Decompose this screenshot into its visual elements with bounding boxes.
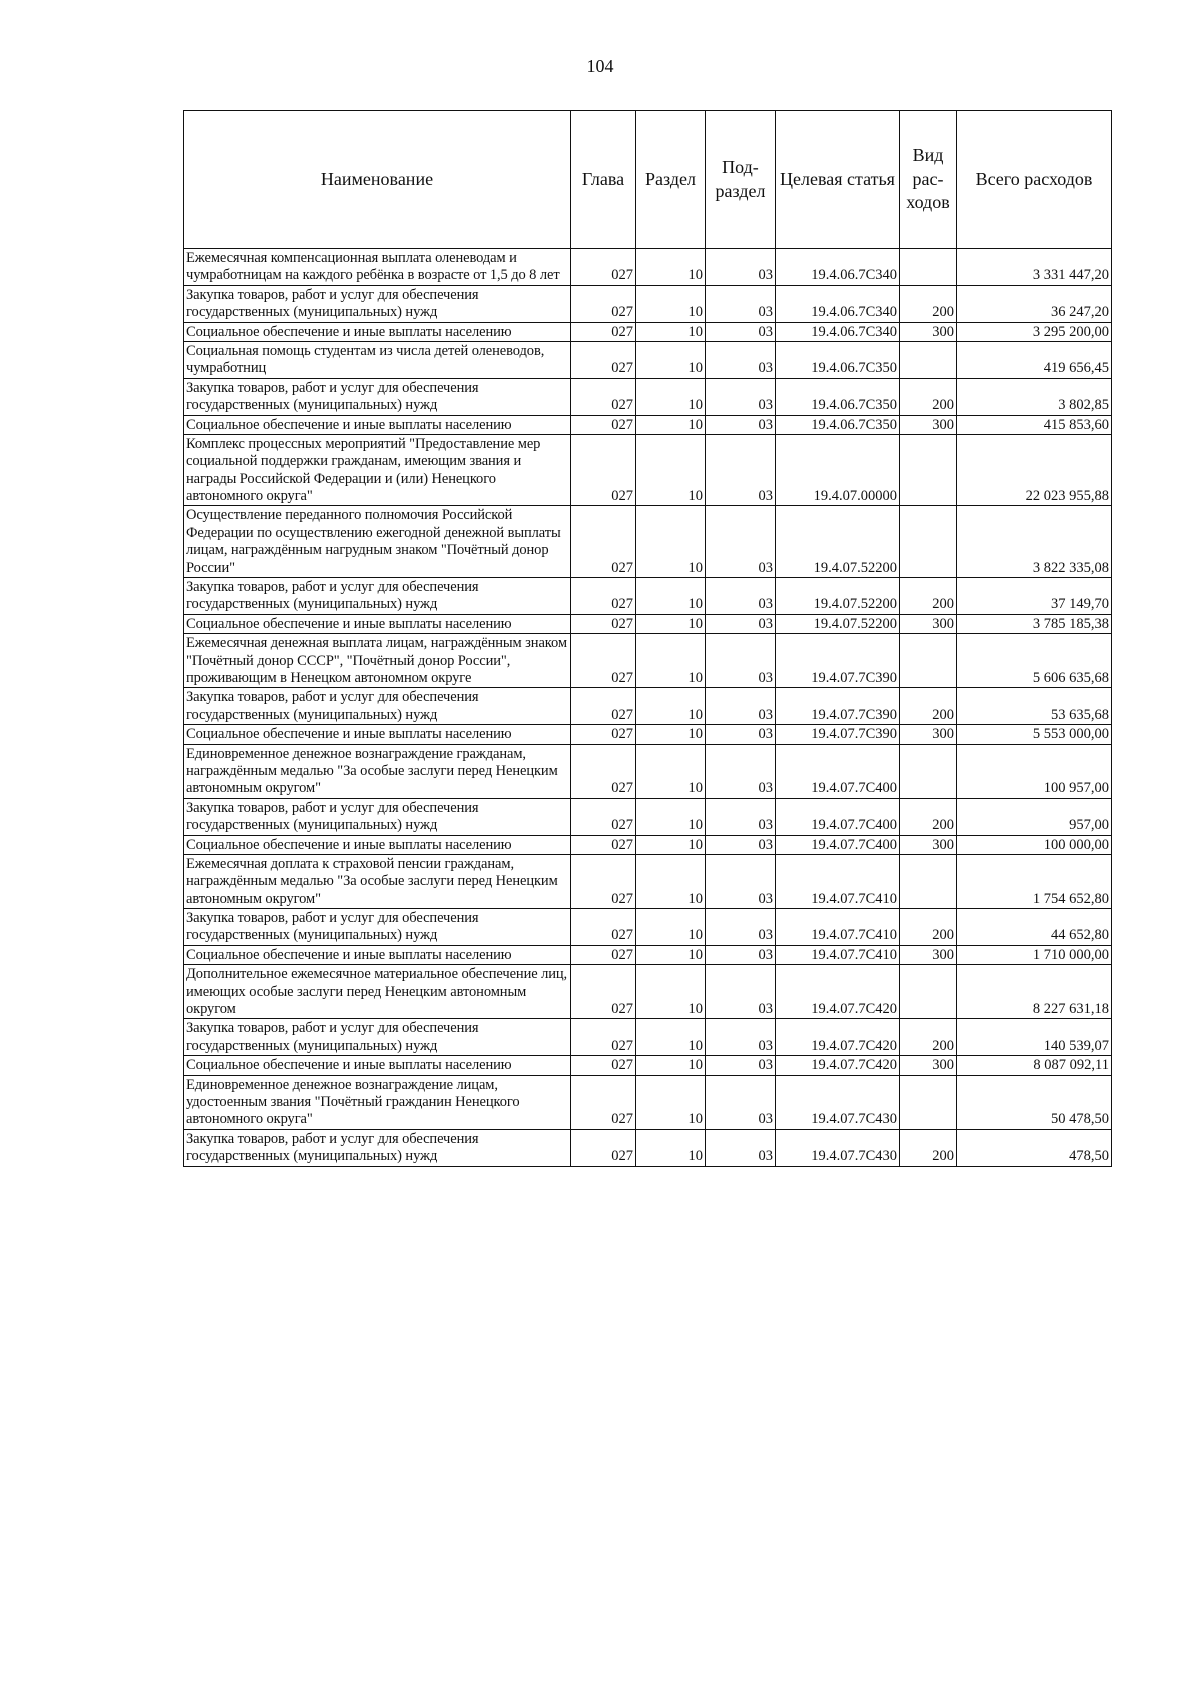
- row-vid-cell: 300: [900, 322, 957, 341]
- row-glava-cell: 027: [571, 725, 636, 744]
- row-glava-cell: 027: [571, 854, 636, 908]
- row-razdel-cell: 10: [636, 854, 706, 908]
- row-name-cell: Ежемесячная компенсационная выплата оленеводам и чумработницам на каждого ребёнка в возрасте от 1,5 до 8 лет: [184, 249, 571, 286]
- row-glava-cell: 027: [571, 415, 636, 434]
- row-name-cell: Закупка товаров, работ и услуг для обеспечения государственных (муниципальных) нужд: [184, 798, 571, 835]
- row-podrazdel-cell: 03: [706, 725, 776, 744]
- row-vid-cell: 300: [900, 415, 957, 434]
- table-row: [184, 322, 1112, 341]
- table-row: [184, 744, 1112, 798]
- row-podrazdel-cell: 03: [706, 945, 776, 964]
- table-row: [184, 634, 1112, 688]
- table-row: [184, 1019, 1112, 1056]
- row-vid-cell: 300: [900, 945, 957, 964]
- row-razdel-cell: 10: [636, 1019, 706, 1056]
- row-podrazdel-cell: 03: [706, 909, 776, 946]
- table-row: [184, 1056, 1112, 1075]
- row-statya-cell: 19.4.07.7С390: [776, 688, 900, 725]
- header-total: Всего расходов: [957, 111, 1112, 249]
- table-header: [184, 111, 1112, 249]
- row-statya-cell: 19.4.07.7С390: [776, 725, 900, 744]
- row-glava-cell: 027: [571, 341, 636, 378]
- row-total-cell: 415 853,60: [957, 415, 1112, 434]
- row-total-cell: 5 553 000,00: [957, 725, 1112, 744]
- row-name-cell: Социальное обеспечение и иные выплаты населению: [184, 725, 571, 744]
- row-razdel-cell: 10: [636, 965, 706, 1019]
- header-razdel: Раздел: [636, 111, 706, 249]
- row-statya-cell: 19.4.07.7С430: [776, 1129, 900, 1166]
- row-vid-cell: [900, 634, 957, 688]
- row-razdel-cell: 10: [636, 415, 706, 434]
- row-podrazdel-cell: 03: [706, 434, 776, 506]
- row-razdel-cell: 10: [636, 1056, 706, 1075]
- row-razdel-cell: 10: [636, 725, 706, 744]
- row-razdel-cell: 10: [636, 835, 706, 854]
- row-podrazdel-cell: 03: [706, 965, 776, 1019]
- table-row: [184, 378, 1112, 415]
- row-vid-cell: 200: [900, 1019, 957, 1056]
- row-glava-cell: 027: [571, 835, 636, 854]
- row-glava-cell: 027: [571, 378, 636, 415]
- row-name-cell: Социальное обеспечение и иные выплаты населению: [184, 1056, 571, 1075]
- row-vid-cell: 300: [900, 725, 957, 744]
- row-name-cell: Комплекс процессных мероприятий "Предоставление мер социальной поддержки гражданам, имеющим звания и награды Российской Федерации и (или) Ненецкого автономного округа": [184, 434, 571, 506]
- row-total-cell: 1 754 652,80: [957, 854, 1112, 908]
- header-statya: Целевая статья: [776, 111, 900, 249]
- row-total-cell: 3 785 185,38: [957, 614, 1112, 633]
- table-row: [184, 249, 1112, 286]
- table-row: [184, 835, 1112, 854]
- row-glava-cell: 027: [571, 965, 636, 1019]
- row-podrazdel-cell: 03: [706, 688, 776, 725]
- table-row: [184, 965, 1112, 1019]
- row-statya-cell: 19.4.06.7С350: [776, 341, 900, 378]
- row-name-cell: Социальное обеспечение и иные выплаты населению: [184, 322, 571, 341]
- row-name-cell: Закупка товаров, работ и услуг для обеспечения государственных (муниципальных) нужд: [184, 285, 571, 322]
- row-total-cell: 1 710 000,00: [957, 945, 1112, 964]
- table-row: [184, 614, 1112, 633]
- row-razdel-cell: 10: [636, 688, 706, 725]
- row-podrazdel-cell: 03: [706, 341, 776, 378]
- row-name-cell: Закупка товаров, работ и услуг для обеспечения государственных (муниципальных) нужд: [184, 909, 571, 946]
- row-razdel-cell: 10: [636, 285, 706, 322]
- row-podrazdel-cell: 03: [706, 415, 776, 434]
- row-total-cell: 3 331 447,20: [957, 249, 1112, 286]
- table-row: [184, 854, 1112, 908]
- row-vid-cell: [900, 249, 957, 286]
- row-podrazdel-cell: 03: [706, 614, 776, 633]
- row-razdel-cell: 10: [636, 322, 706, 341]
- row-statya-cell: 19.4.06.7С340: [776, 249, 900, 286]
- row-total-cell: 8 227 631,18: [957, 965, 1112, 1019]
- row-name-cell: Ежемесячная доплата к страховой пенсии гражданам, награждённым медалью "За особые заслуги перед Ненецким автономным округом": [184, 854, 571, 908]
- row-vid-cell: 200: [900, 1129, 957, 1166]
- row-name-cell: Осуществление переданного полномочия Российской Федерации по осуществлению ежегодной денежной выплаты лицам, награждённым нагрудным знаком "Почётный донор России": [184, 506, 571, 578]
- table-row: [184, 341, 1112, 378]
- header-name: Наименование: [184, 111, 571, 249]
- row-name-cell: Социальное обеспечение и иные выплаты населению: [184, 415, 571, 434]
- row-statya-cell: 19.4.07.52200: [776, 614, 900, 633]
- row-total-cell: 419 656,45: [957, 341, 1112, 378]
- row-razdel-cell: 10: [636, 506, 706, 578]
- row-glava-cell: 027: [571, 249, 636, 286]
- row-vid-cell: [900, 434, 957, 506]
- table-row: [184, 688, 1112, 725]
- row-name-cell: Социальное обеспечение и иные выплаты населению: [184, 835, 571, 854]
- row-name-cell: Социальное обеспечение и иные выплаты населению: [184, 945, 571, 964]
- header-vid: Вид рас-ходов: [900, 111, 957, 249]
- row-glava-cell: 027: [571, 688, 636, 725]
- row-razdel-cell: 10: [636, 945, 706, 964]
- row-glava-cell: 027: [571, 909, 636, 946]
- row-vid-cell: 300: [900, 1056, 957, 1075]
- row-total-cell: 3 295 200,00: [957, 322, 1112, 341]
- row-podrazdel-cell: 03: [706, 744, 776, 798]
- row-name-cell: Ежемесячная денежная выплата лицам, награждённым знаком "Почётный донор СССР", "Почётный донор России", проживающим в Ненецком автономном округе: [184, 634, 571, 688]
- row-statya-cell: 19.4.06.7С350: [776, 415, 900, 434]
- header-glava: Глава: [571, 111, 636, 249]
- row-statya-cell: 19.4.06.7С340: [776, 322, 900, 341]
- row-vid-cell: 200: [900, 378, 957, 415]
- row-total-cell: 50 478,50: [957, 1075, 1112, 1129]
- row-name-cell: Закупка товаров, работ и услуг для обеспечения государственных (муниципальных) нужд: [184, 1129, 571, 1166]
- row-name-cell: Закупка товаров, работ и услуг для обеспечения государственных (муниципальных) нужд: [184, 1019, 571, 1056]
- row-glava-cell: 027: [571, 506, 636, 578]
- table-row: [184, 506, 1112, 578]
- table-row: [184, 1075, 1112, 1129]
- row-total-cell: 140 539,07: [957, 1019, 1112, 1056]
- row-glava-cell: 027: [571, 1056, 636, 1075]
- row-podrazdel-cell: 03: [706, 634, 776, 688]
- row-razdel-cell: 10: [636, 434, 706, 506]
- row-podrazdel-cell: 03: [706, 1129, 776, 1166]
- row-glava-cell: 027: [571, 1019, 636, 1056]
- table-body: [184, 249, 1112, 1167]
- row-razdel-cell: 10: [636, 634, 706, 688]
- row-razdel-cell: 10: [636, 378, 706, 415]
- table-row: [184, 285, 1112, 322]
- row-total-cell: 44 652,80: [957, 909, 1112, 946]
- row-razdel-cell: 10: [636, 909, 706, 946]
- row-vid-cell: [900, 744, 957, 798]
- row-total-cell: 37 149,70: [957, 578, 1112, 615]
- row-name-cell: Закупка товаров, работ и услуг для обеспечения государственных (муниципальных) нужд: [184, 688, 571, 725]
- row-statya-cell: 19.4.07.7С420: [776, 1056, 900, 1075]
- row-total-cell: 8 087 092,11: [957, 1056, 1112, 1075]
- row-glava-cell: 027: [571, 322, 636, 341]
- row-podrazdel-cell: 03: [706, 1019, 776, 1056]
- row-glava-cell: 027: [571, 1075, 636, 1129]
- budget-table: [183, 110, 1112, 1167]
- row-name-cell: Социальная помощь студентам из числа детей оленеводов, чумработниц: [184, 341, 571, 378]
- row-statya-cell: 19.4.07.7С390: [776, 634, 900, 688]
- row-statya-cell: 19.4.07.52200: [776, 578, 900, 615]
- row-vid-cell: [900, 965, 957, 1019]
- row-total-cell: 100 957,00: [957, 744, 1112, 798]
- row-podrazdel-cell: 03: [706, 285, 776, 322]
- row-vid-cell: 200: [900, 285, 957, 322]
- row-podrazdel-cell: 03: [706, 798, 776, 835]
- row-vid-cell: [900, 1075, 957, 1129]
- row-vid-cell: 200: [900, 578, 957, 615]
- row-statya-cell: 19.4.07.7С430: [776, 1075, 900, 1129]
- row-vid-cell: [900, 341, 957, 378]
- row-glava-cell: 027: [571, 798, 636, 835]
- row-podrazdel-cell: 03: [706, 854, 776, 908]
- row-statya-cell: 19.4.06.7С340: [776, 285, 900, 322]
- row-razdel-cell: 10: [636, 1075, 706, 1129]
- row-total-cell: 3 802,85: [957, 378, 1112, 415]
- row-name-cell: Единовременное денежное вознаграждение лицам, удостоенным звания "Почётный гражданин Ненецкого автономного округа": [184, 1075, 571, 1129]
- row-podrazdel-cell: 03: [706, 1075, 776, 1129]
- row-podrazdel-cell: 03: [706, 322, 776, 341]
- row-statya-cell: 19.4.07.7С400: [776, 798, 900, 835]
- row-name-cell: Закупка товаров, работ и услуг для обеспечения государственных (муниципальных) нужд: [184, 378, 571, 415]
- row-glava-cell: 027: [571, 744, 636, 798]
- row-vid-cell: [900, 854, 957, 908]
- row-glava-cell: 027: [571, 434, 636, 506]
- row-statya-cell: 19.4.07.7С410: [776, 945, 900, 964]
- row-podrazdel-cell: 03: [706, 578, 776, 615]
- row-razdel-cell: 10: [636, 744, 706, 798]
- row-glava-cell: 027: [571, 285, 636, 322]
- table-row: [184, 909, 1112, 946]
- row-podrazdel-cell: 03: [706, 506, 776, 578]
- row-podrazdel-cell: 03: [706, 378, 776, 415]
- row-razdel-cell: 10: [636, 798, 706, 835]
- row-razdel-cell: 10: [636, 578, 706, 615]
- table-row: [184, 945, 1112, 964]
- row-name-cell: Дополнительное ежемесячное материальное обеспечение лиц, имеющих особые заслуги перед Ненецким автономным округом: [184, 965, 571, 1019]
- row-name-cell: Социальное обеспечение и иные выплаты населению: [184, 614, 571, 633]
- row-razdel-cell: 10: [636, 249, 706, 286]
- table-row: [184, 434, 1112, 506]
- row-total-cell: 957,00: [957, 798, 1112, 835]
- row-total-cell: 100 000,00: [957, 835, 1112, 854]
- row-statya-cell: 19.4.07.7С410: [776, 854, 900, 908]
- page-number: 104: [586, 56, 614, 76]
- row-glava-cell: 027: [571, 634, 636, 688]
- row-podrazdel-cell: 03: [706, 249, 776, 286]
- row-statya-cell: 19.4.07.00000: [776, 434, 900, 506]
- row-podrazdel-cell: 03: [706, 1056, 776, 1075]
- row-total-cell: 36 247,20: [957, 285, 1112, 322]
- row-name-cell: Закупка товаров, работ и услуг для обеспечения государственных (муниципальных) нужд: [184, 578, 571, 615]
- row-vid-cell: 300: [900, 614, 957, 633]
- row-vid-cell: 200: [900, 688, 957, 725]
- table-row: [184, 798, 1112, 835]
- row-statya-cell: 19.4.07.7С420: [776, 965, 900, 1019]
- row-total-cell: 22 023 955,88: [957, 434, 1112, 506]
- table-row: [184, 1129, 1112, 1166]
- row-statya-cell: 19.4.06.7С350: [776, 378, 900, 415]
- row-vid-cell: [900, 506, 957, 578]
- row-razdel-cell: 10: [636, 1129, 706, 1166]
- row-podrazdel-cell: 03: [706, 835, 776, 854]
- row-statya-cell: 19.4.07.7С410: [776, 909, 900, 946]
- row-total-cell: 5 606 635,68: [957, 634, 1112, 688]
- row-glava-cell: 027: [571, 1129, 636, 1166]
- header-podrazdel: Под-раздел: [706, 111, 776, 249]
- row-name-cell: Единовременное денежное вознаграждение гражданам, награждённым медалью "За особые заслуги перед Ненецким автономным округом": [184, 744, 571, 798]
- row-glava-cell: 027: [571, 578, 636, 615]
- row-glava-cell: 027: [571, 614, 636, 633]
- row-total-cell: 478,50: [957, 1129, 1112, 1166]
- row-vid-cell: 300: [900, 835, 957, 854]
- row-total-cell: 53 635,68: [957, 688, 1112, 725]
- row-vid-cell: 200: [900, 798, 957, 835]
- row-statya-cell: 19.4.07.7С400: [776, 744, 900, 798]
- row-glava-cell: 027: [571, 945, 636, 964]
- table-row: [184, 578, 1112, 615]
- table-row: [184, 725, 1112, 744]
- row-statya-cell: 19.4.07.7С420: [776, 1019, 900, 1056]
- table-row: [184, 415, 1112, 434]
- row-statya-cell: 19.4.07.52200: [776, 506, 900, 578]
- row-razdel-cell: 10: [636, 341, 706, 378]
- row-statya-cell: 19.4.07.7С400: [776, 835, 900, 854]
- row-razdel-cell: 10: [636, 614, 706, 633]
- row-vid-cell: 200: [900, 909, 957, 946]
- row-total-cell: 3 822 335,08: [957, 506, 1112, 578]
